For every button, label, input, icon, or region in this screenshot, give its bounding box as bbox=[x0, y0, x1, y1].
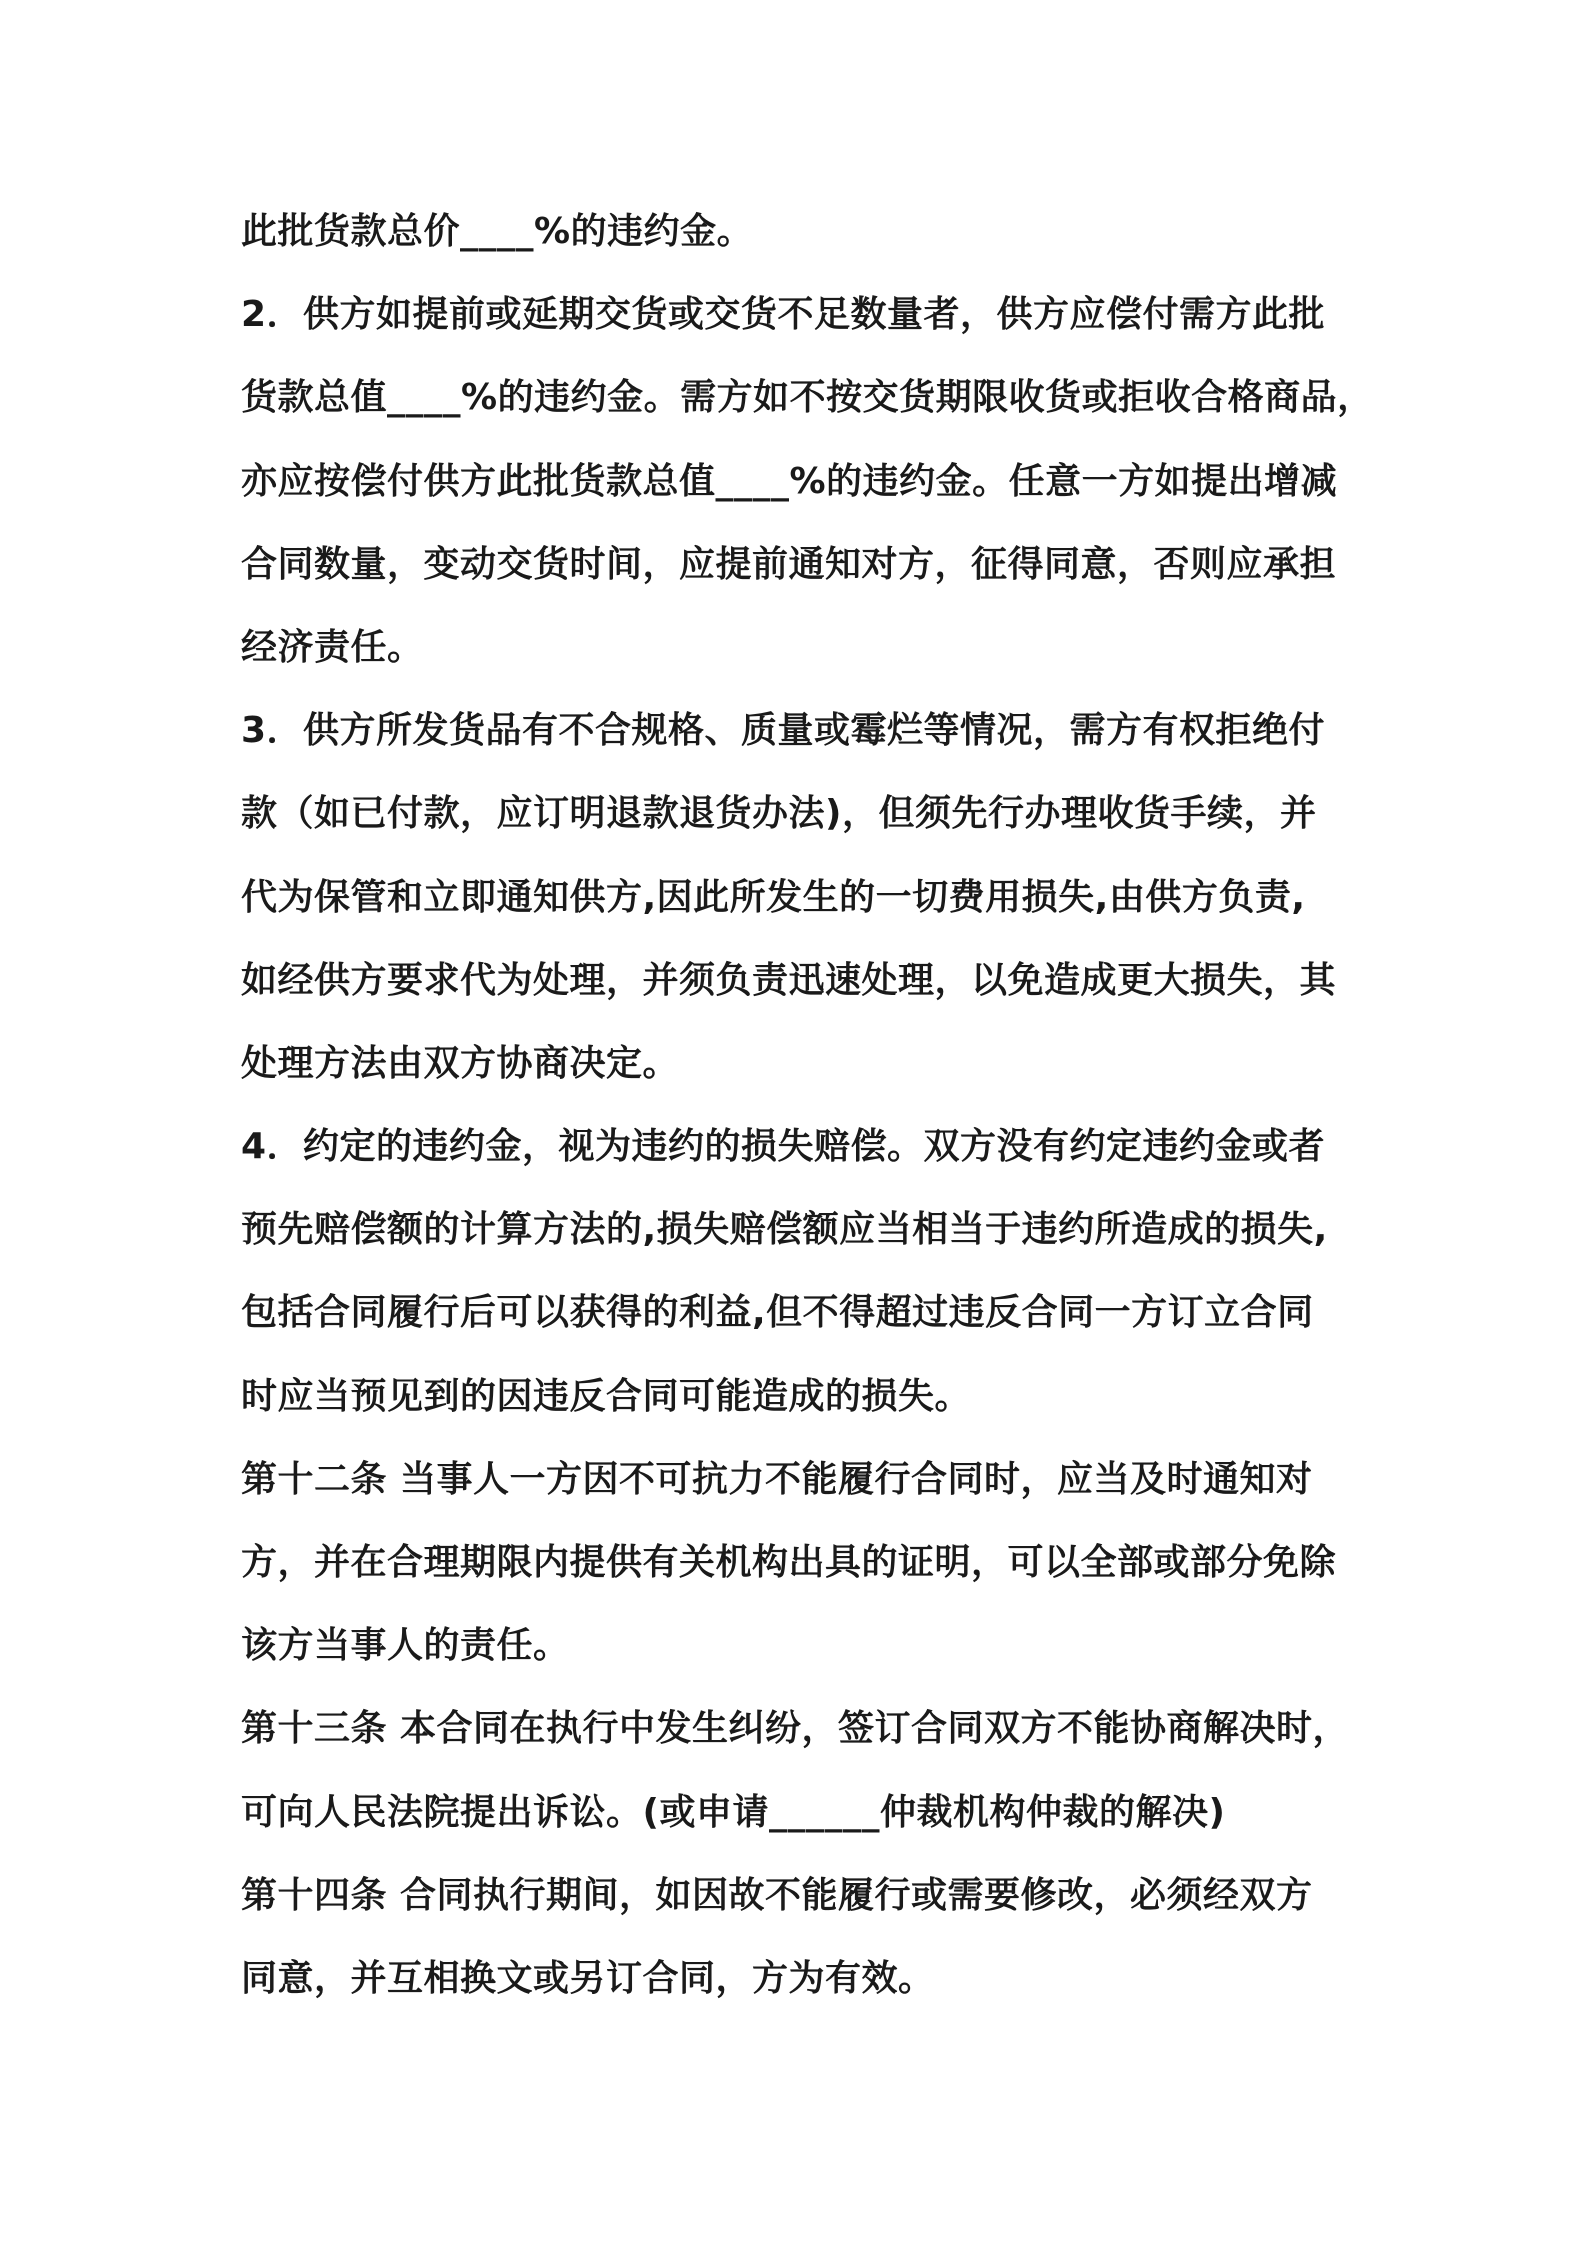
text-line: 可向人民法院提出诉讼。(或申请______仲裁机构仲裁的解决) bbox=[241, 1791, 1226, 1833]
text-line: 方，并在合理期限内提供有关机构出具的证明，可以全部或部分免除 bbox=[241, 1542, 1337, 1583]
text-line: 第十二条 当事人一方因不可抗力不能履行合同时，应当及时通知对 bbox=[241, 1458, 1313, 1500]
text-line: 2．供方如提前或延期交货或交货不足数量者，供方应偿付需方此批 bbox=[241, 294, 1326, 336]
text-line: 包括合同履行后可以获得的利益,但不得超过违反合同一方订立合同 bbox=[241, 1292, 1314, 1334]
text-line: 同意，并互相换文或另订合同，方为有效。 bbox=[241, 1957, 935, 1999]
text-line: 货款总值____%的违约金。需方如不按交货期限收货或拒收合格商品， bbox=[241, 377, 1374, 419]
text-line: 3．供方所发货品有不合规格、质量或霉烂等情况，需方有权拒绝付 bbox=[241, 710, 1326, 752]
text-line: 处理方法由双方协商决定。 bbox=[241, 1042, 680, 1084]
document-page bbox=[241, 190, 1376, 2020]
text-line: 第十四条 合同执行期间，如因故不能履行或需要修改，必须经双方 bbox=[241, 1874, 1313, 1916]
text-line: 4．约定的违约金，视为违约的损失赔偿。双方没有约定违约金或者 bbox=[241, 1126, 1326, 1168]
text-line: 经济责任。 bbox=[241, 626, 424, 668]
text-line: 该方当事人的责任。 bbox=[241, 1625, 570, 1667]
text-line: 代为保管和立即通知供方,因此所发生的一切费用损失,由供方负责, bbox=[241, 876, 1306, 918]
text-line: 合同数量，变动交货时间，应提前通知对方，征得同意，否则应承担 bbox=[241, 543, 1337, 585]
text-line: 款（如已付款，应订明退款退货办法)，但须先行办理收货手续，并 bbox=[241, 793, 1317, 835]
text-line: 预先赔偿额的计算方法的,损失赔偿额应当相当于违约所造成的损失, bbox=[241, 1209, 1328, 1251]
text-line: 时应当预见到的因违反合同可能造成的损失。 bbox=[241, 1375, 972, 1417]
text-line: 此批货款总价____%的违约金。 bbox=[241, 211, 754, 252]
text-line: 第十三条 本合同在执行中发生纠纷，签订合同双方不能协商解决时， bbox=[241, 1708, 1350, 1750]
text-line: 亦应按偿付供方此批货款总值____%的违约金。任意一方如提出增减 bbox=[241, 460, 1338, 502]
text-line: 如经供方要求代为处理，并须负责迅速处理，以免造成更大损失，其 bbox=[241, 959, 1337, 1001]
